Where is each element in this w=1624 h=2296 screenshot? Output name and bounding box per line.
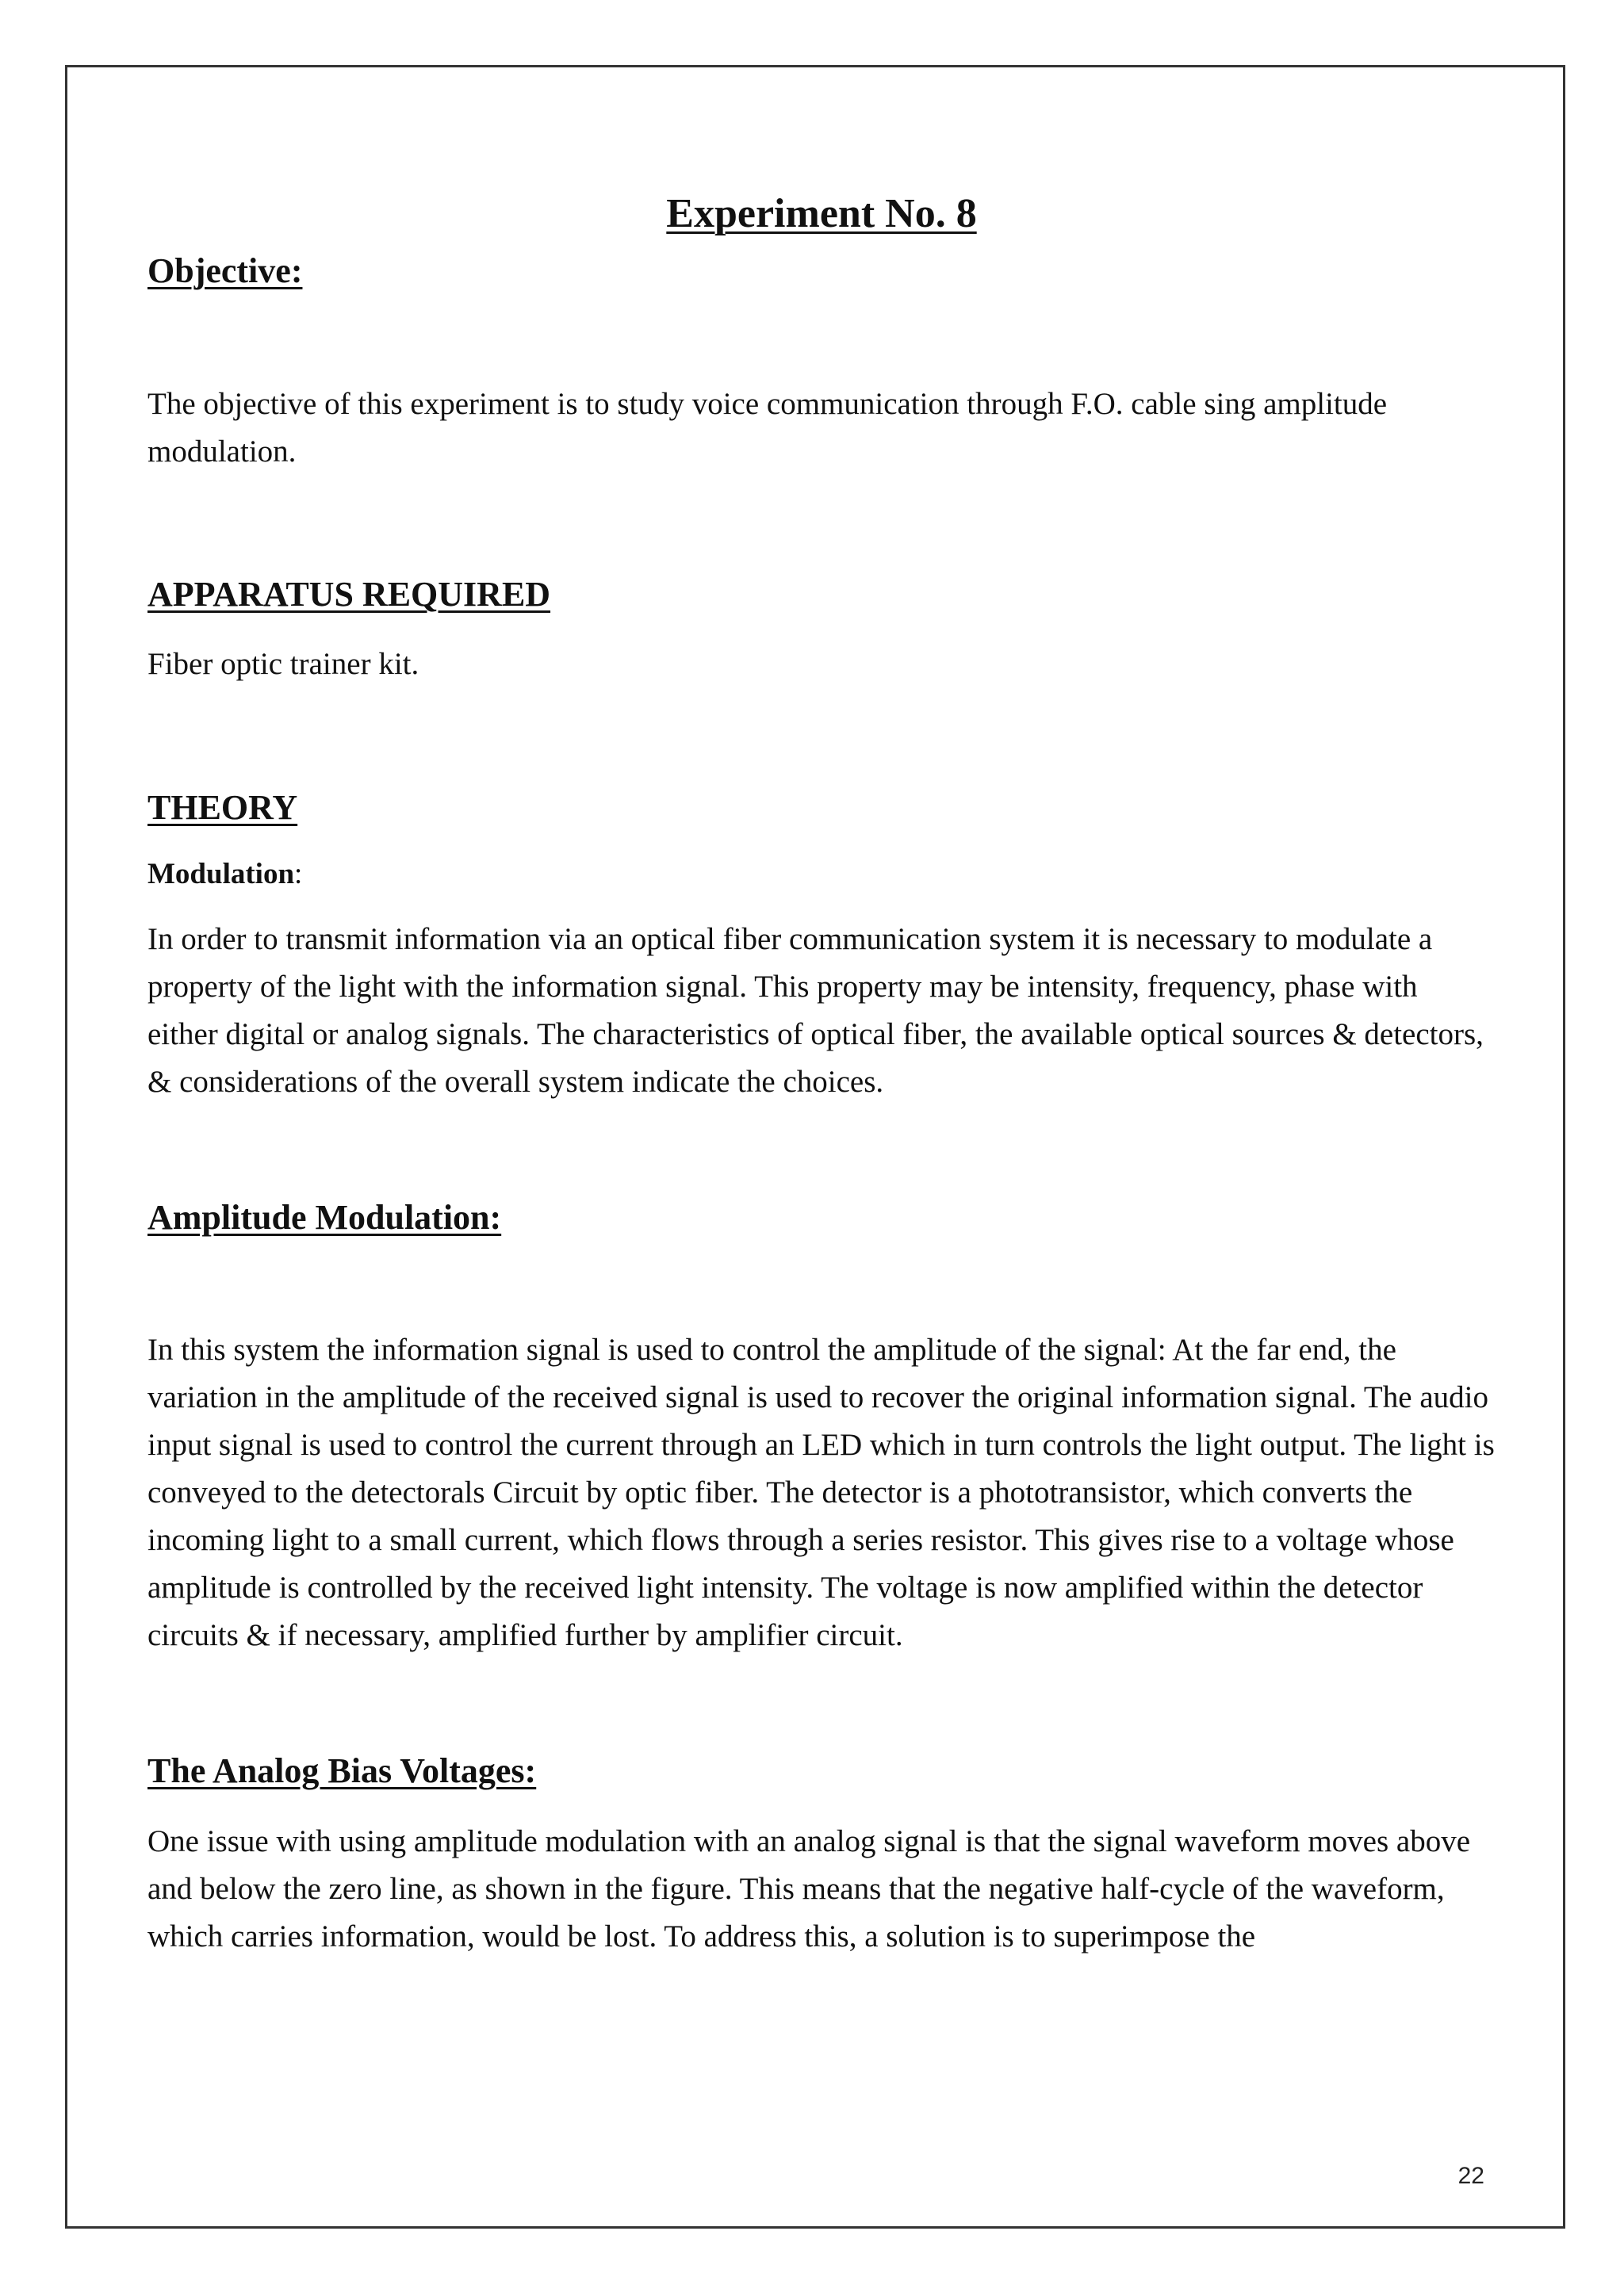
apparatus-heading: APPARATUS REQUIRED: [147, 575, 551, 614]
amplitude-modulation-heading: Amplitude Modulation:: [147, 1198, 502, 1237]
page-number: 22: [1457, 2163, 1484, 2189]
amplitude-modulation-text: In this system the information signal is used to control the amplitude of the signal: At the far end, the variation in the amplitude of the received signal is used to recover the original information signal. The audio input signal is used to control the current through an LED which in turn controls the light output. The light is conveyed to the detectorals Circuit by optic fiber. The detector is a phototransistor, which converts the incoming light to a small current, which flows through a series resistor. This gives rise to a voltage whose amplitude is controlled by the received light intensity. The voltage is now amplified within the detector circuits & if necessary, amplified further by amplifier circuit.: [147, 1333, 1495, 1652]
analog-bias-text: One issue with using amplitude modulation with an analog signal is that the signal waveform moves above and below the zero line, as shown in the figure. This means that the negative half-cycle of the waveform, which carries information, would be lost. To address this, a solution is to superimpose the: [147, 1824, 1471, 1954]
modulation-text: In order to transmit information via an optical fiber communication system it is necessary to modulate a property of the light with the information signal. This property may be intensity, frequency, phase with either digital or analog signals. The characteristics of optical fiber, the available optical sources & detectors, & considerations of the overall system indicate the choices.: [147, 922, 1484, 1099]
objective-text: The objective of this experiment is to study voice communication through F.O. cable sing amplitude modulation.: [147, 387, 1388, 469]
modulation-colon: :: [294, 858, 303, 890]
modulation-subheading: [147, 852, 1496, 897]
document-body: [147, 182, 1496, 1961]
objective-heading: Objective:: [147, 251, 303, 290]
modulation-label: Modulation: [147, 858, 295, 890]
analog-bias-heading: The Analog Bias Voltages:: [147, 1751, 537, 1790]
apparatus-text: Fiber optic trainer kit.: [147, 647, 419, 681]
theory-heading: THEORY: [147, 788, 298, 827]
page-title: Experiment No. 8: [666, 191, 977, 236]
